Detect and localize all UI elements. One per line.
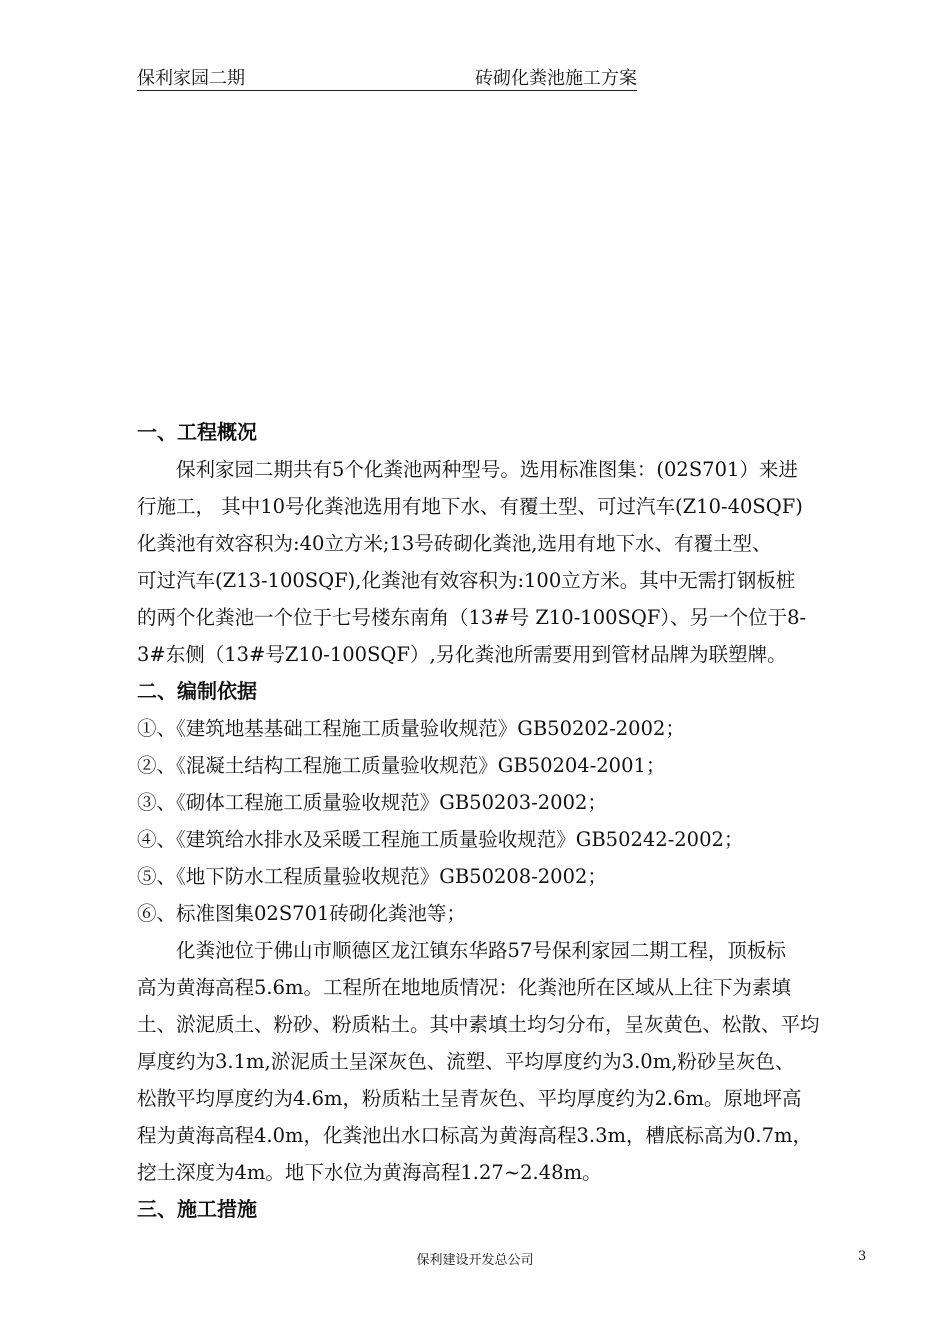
basis-list-item: ②、《混凝土结构工程施工质量验收规范》GB50204-2001；: [137, 754, 666, 777]
header-project-name: 保利家园二期: [137, 68, 245, 89]
paragraph-line: 松散平均厚度约为4.6m，粉质粘土呈青灰色、平均厚度约为2.6m。原地坪高: [137, 1087, 802, 1110]
section-title-measures: 三、施工措施: [137, 1197, 257, 1221]
document-body: [137, 414, 865, 1228]
page-header: [137, 62, 637, 91]
footer-company: 保利建设开发总公司: [416, 1253, 534, 1268]
page-number: 3: [858, 1249, 867, 1264]
paragraph-line: 高为黄海高程5.6m。工程所在地地质情况：化粪池所在区域从上往下为素填: [137, 976, 792, 999]
paragraph-line: 3#东侧（13#号Z10-100SQF）,另化粪池所需要用到管材品牌为联塑牌。: [137, 643, 787, 666]
basis-list-item: ⑥、标准图集02S701砖砌化粪池等；: [137, 902, 466, 925]
paragraph-line: 程为黄海高程4.0m，化粪池出水口标高为黄海高程3.3m，槽底标高为0.7m，: [137, 1124, 813, 1147]
page-footer: [0, 1249, 950, 1269]
paragraph-line: 挖土深度为4m。地下水位为黄海高程1.27~2.48m。: [137, 1161, 602, 1184]
header-document-title: 砖砌化粪池施工方案: [475, 68, 637, 89]
paragraph-line: 化粪池位于佛山市顺德区龙江镇东华路57号保利家园二期工程，顶板标: [137, 939, 786, 962]
section-title-overview: 一、工程概况: [137, 420, 257, 444]
section-title-basis: 二、编制依据: [137, 679, 257, 703]
paragraph-line: 化粪池有效容积为:40立方米;13号砖砌化粪池,选用有地下水、有覆土型、: [137, 532, 772, 555]
paragraph-line: 行施工， 其中10号化粪池选用有地下水、有覆土型、可过汽车(Z10-40SQF): [137, 495, 803, 518]
site-conditions-paragraph: [137, 932, 865, 1191]
paragraph-line: 的两个化粪池一个位于七号楼东南角（13#号 Z10-100SQF）、另一个位于8-: [137, 606, 807, 629]
basis-list-item: ③、《砌体工程施工质量验收规范》GB50203-2002；: [137, 791, 607, 814]
paragraph-line: 厚度约为3.1m,淤泥质土呈深灰色、流塑、平均厚度约为3.0m,粉砂呈灰色、: [137, 1050, 795, 1073]
basis-list-item: ①、《建筑地基基础工程施工质量验收规范》GB50202-2002；: [137, 717, 685, 740]
paragraph-line: 保利家园二期共有5个化粪池两种型号。选用标准图集：(02S701）来进: [137, 458, 798, 481]
paragraph-line: 土、淤泥质土、粉砂、粉质粘土。其中素填土均匀分布，呈灰黄色、松散、平均: [137, 1013, 820, 1036]
basis-list-item: ④、《建筑给水排水及采暖工程施工质量验收规范》GB50242-2002；: [137, 828, 744, 851]
overview-paragraph: [137, 451, 865, 673]
paragraph-line: 可过汽车(Z13-100SQF),化粪池有效容积为:100立方米。其中无需打钢板桩: [137, 569, 796, 592]
basis-list-item: ⑤、《地下防水工程质量验收规范》GB50208-2002；: [137, 865, 607, 888]
